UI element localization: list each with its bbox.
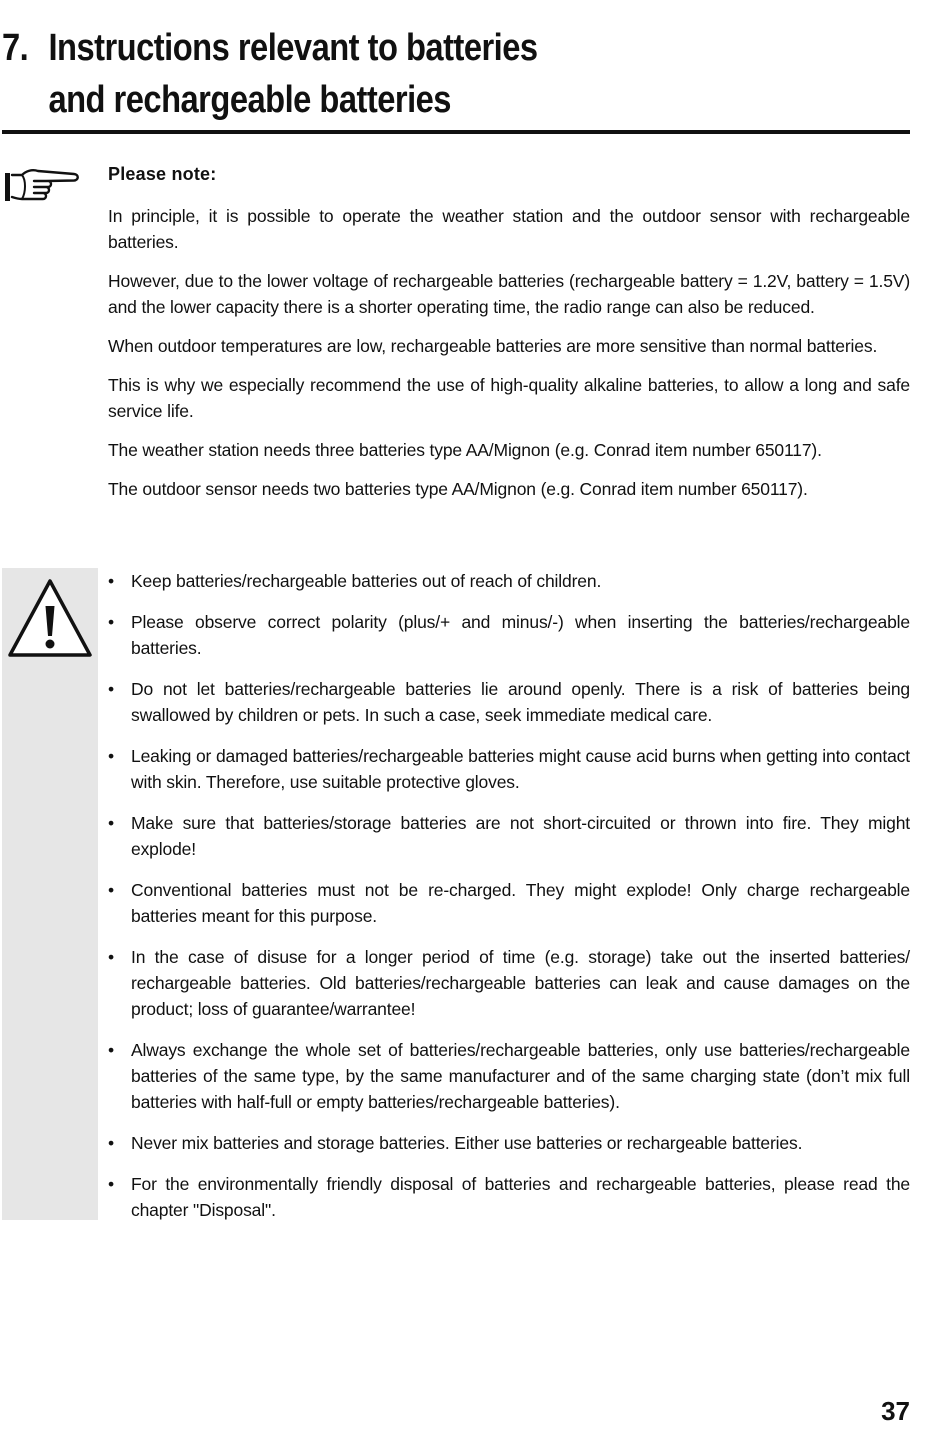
section-title-line-2: and rechargeable batteries <box>48 79 451 121</box>
warning-item: • Please observe correct polarity (plus/+ and minus/-) when inserting the batteries/rechargeable batteries. <box>108 609 910 661</box>
note-block <box>108 164 910 515</box>
note-paragraph: In principle, it is possible to operate the weather station and the outdoor sensor with rechargeable batteries. <box>108 206 910 252</box>
section-title-line-1: Instructions relevant to batteries <box>48 27 538 69</box>
warning-item: • For the environmentally friendly disposal of batteries and rechargeable batteries, please read the chapter "Disposal". <box>108 1171 910 1223</box>
warning-item: • Keep batteries/rechargeable batteries out of reach of children. <box>108 568 910 594</box>
section-heading <box>2 22 538 126</box>
page-number: 37 <box>881 1396 910 1426</box>
warning-item: • Always exchange the whole set of batteries/rechargeable batteries, only use batteries/rechargeable batteries of the same type, by the same manufacturer and of the same charging state (don’t mix full batteries with half-full or empty batteries/rechargeable batteries). <box>108 1037 910 1115</box>
section-number: 7. <box>2 27 29 69</box>
warning-list <box>108 568 910 1238</box>
warning-item: • Never mix batteries and storage batteries. Either use batteries or rechargeable batteries. <box>108 1130 910 1156</box>
warning-item: • Do not let batteries/rechargeable batteries lie around openly. There is a risk of batteries being swallowed by children or pets. In such a case, seek immediate medical care. <box>108 676 910 728</box>
note-paragraph: The outdoor sensor needs two batteries type AA/Mignon (e.g. Conrad item number 650117). <box>108 479 808 499</box>
note-paragraph: The weather station needs three batteries type AA/Mignon (e.g. Conrad item number 650117). <box>108 440 822 460</box>
warning-item: • In the case of disuse for a longer period of time (e.g. storage) take out the inserted batteries/ rechargeable batteries. Old batteries/rechargeable batteries can leak and cause damages on the product; loss of guarantee/warrantee! <box>108 944 910 1022</box>
warning-item: • Conventional batteries must not be re-charged. They might explode! Only charge rechargeable batteries meant for this purpose. <box>108 877 910 929</box>
warning-item: • Make sure that batteries/storage batteries are not short-circuited or thrown into fire. They might explode! <box>108 810 910 862</box>
note-paragraph: This is why we especially recommend the use of high-quality alkaline batteries, to allow a long and safe service life. <box>108 375 910 421</box>
warning-triangle-icon <box>7 578 93 658</box>
note-paragraph: When outdoor temperatures are low, rechargeable batteries are more sensitive than normal batteries. <box>108 336 878 356</box>
note-paragraph: However, due to the lower voltage of rechargeable batteries (rechargeable battery = 1.2V, battery = 1.5V) and the lower capacity there is a shorter operating time, the radio range can also be reduced. <box>108 271 910 317</box>
note-label: Please note: <box>108 164 217 184</box>
pointing-hand-icon <box>4 166 80 208</box>
heading-rule <box>2 130 910 134</box>
warning-sidebar <box>2 568 98 1220</box>
warning-item: • Leaking or damaged batteries/rechargeable batteries might cause acid burns when getting into contact with skin. Therefore, use suitable protective gloves. <box>108 743 910 795</box>
